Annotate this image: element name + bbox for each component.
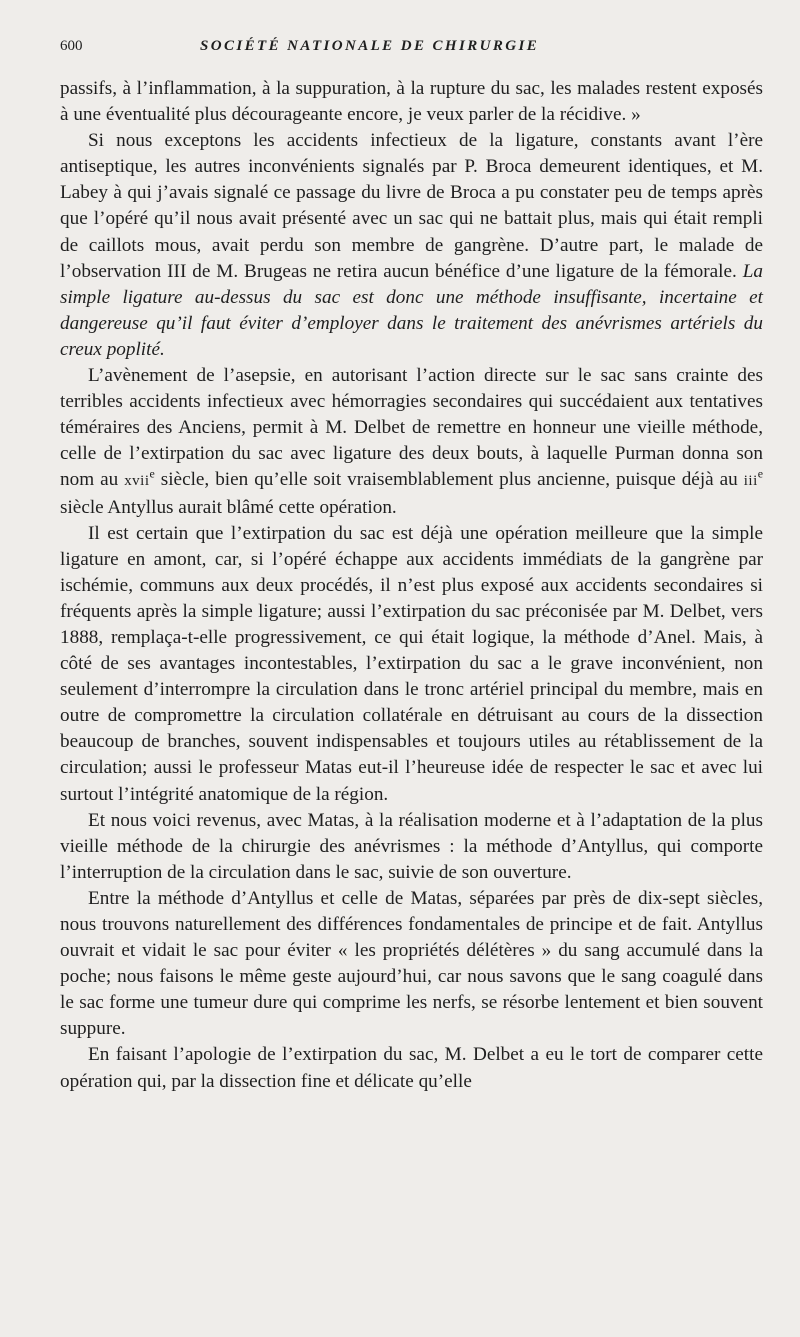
paragraph-2: [60, 128, 763, 363]
paragraph-5-text: Et nous voici revenus, avec Matas, à la réalisation moderne et à l’adaptation de la plus vieille méthode de la chirurgie des anévrismes : la méthode d’Antyllus, qui comporte l’interruption de la circulation dans le sac, suivie de son ouverture.: [60, 809, 763, 883]
paragraph-1: [60, 76, 763, 128]
paragraph-7: [60, 1042, 763, 1094]
paragraph-2-italic-conclusion: La simple ligature au-dessus du sac est donc une méthode insuffisante, incertaine et dangereuse qu’il faut éviter d’employer dans le traitement des anévrismes artériels du creux poplité.: [60, 260, 764, 360]
century-roman-numeral-2: iii: [743, 473, 758, 490]
paragraph-5: [60, 808, 763, 886]
journal-title: SOCIÉTÉ NATIONALE DE CHIRURGIE: [200, 38, 540, 54]
century-superscript-2: e: [757, 467, 764, 482]
paragraph-3-text-b: siècle, bien qu’elle soit vraisemblablement plus ancienne, puisque déjà au: [160, 469, 738, 491]
running-head: [60, 38, 763, 68]
paragraph-6-text: Entre la méthode d’Antyllus et celle de Matas, séparées par près de dix-sept siècles, nous trouvons naturellement des différences fondamentales de principe et de fait. Antyllus ouvrait et vidait le sac pour éviter « les propriétés délétères » du sang accumulé dans la poche; nous faisons le même geste aujourd’hui, car nous savons que le sang coagulé dans le sac forme une tumeur dure qui comprime les nerfs, se résorbe lentement et bien souvent suppure.: [60, 887, 763, 1040]
paragraph-1-text: passifs, à l’inflammation, à la suppuration, à la rupture du sac, les malades restent exposés à une éventualité plus décourageante encore, je veux parler de la récidive. »: [60, 78, 763, 126]
body-text: [60, 76, 763, 1095]
paragraph-2-text: Si nous exceptons les accidents infectieux de la ligature, constants avant l’ère antiseptique, les autres inconvénients signalés par P. Broca demeurent identiques, et M. Labey à qui j’avais signalé ce passage du livre de Broca a pu constater peu de temps après que l’opéré qu’il nous avait présenté avec un sac qui ne battait plus, mais qui était rempli de caillots mous, avait perdu son membre de gangrène. D’autre part, le malade de l’observation III de M. Brugeas ne retira aucun bénéfice d’une ligature de la fémorale.: [60, 130, 763, 282]
paragraph-4-text: Il est certain que l’extirpation du sac est déjà une opération meilleure que la simple ligature en amont, car, si l’opéré échappe aux accidents immédiats de la gangrène par ischémie, communs aux deux procédés, il n’est plus exposé aux accidents secondaires si fréquents après la simple ligature; aussi l’extirpation du sac préconisée par M. Delbet, vers 1888, remplaça-t-elle progressivement, ce qui était logique, la méthode d’Anel. Mais, à côté de ses avantages incontestables, l’extirpation du sac a le grave inconvénient, non seulement d’interrompre la circulation dans le tronc artériel principal du membre, mais en outre de compromettre la circulation collatérale en détruisant au cours de la dissection beaucoup de branches, souvent indispensables et toujours utiles au rétablissement de la circulation; aussi le professeur Matas eut-il l’heureuse idée de respecter le sac et avec lui surtout l’intégrité anatomique de la région.: [60, 522, 763, 805]
paragraph-3: [60, 363, 763, 521]
paragraph-3-text-c: siècle Antyllus aurait blâmé cette opération.: [60, 496, 397, 518]
paragraph-7-text: En faisant l’apologie de l’extirpation du sac, M. Delbet a eu le tort de comparer cette opération qui, par la dissection fine et délicate qu’elle: [60, 1044, 763, 1092]
century-roman-numeral-1: xvii: [124, 473, 150, 490]
paragraph-3-text-a: L’avènement de l’asepsie, en autorisant l’action directe sur le sac sans crainte des terribles accidents infectieux avec hémorragies secondaires qui succédaient aux tentatives téméraires des Anciens, permit à M. Delbet de remettre en honneur une vieille méthode, celle de l’extirpation du sac avec ligature des deux bouts, à laquelle Purman donna son nom au: [60, 365, 763, 491]
paragraph-4: [60, 521, 763, 808]
page-number: 600: [60, 38, 83, 54]
century-superscript-1: e: [149, 467, 155, 482]
paragraph-6: [60, 886, 763, 1043]
